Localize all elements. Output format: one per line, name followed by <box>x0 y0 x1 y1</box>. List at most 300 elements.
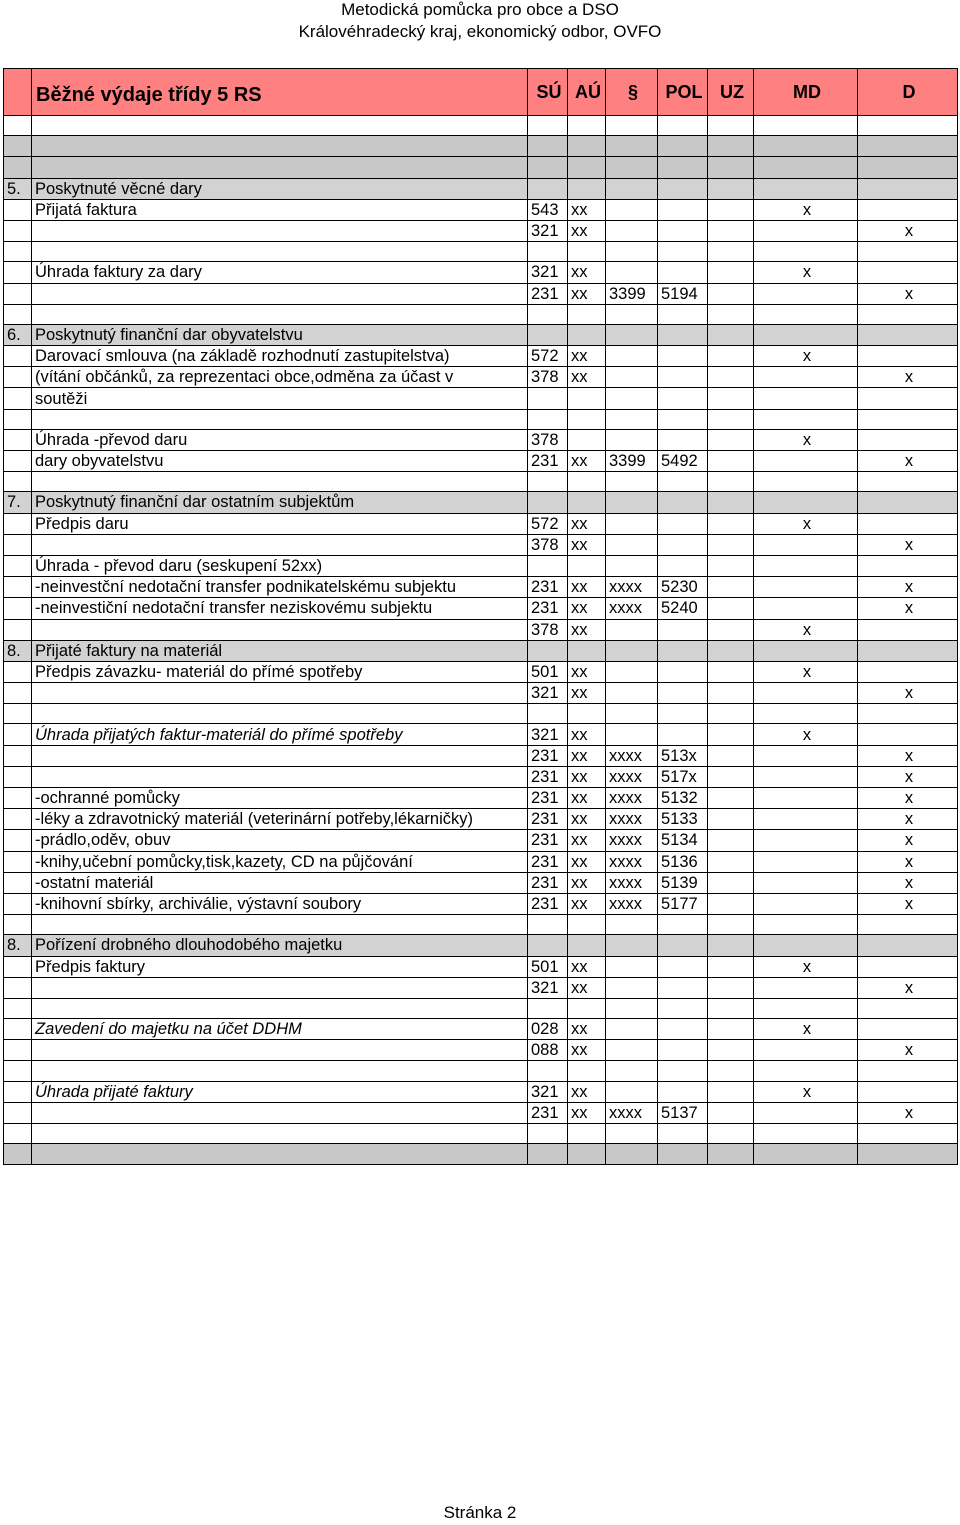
cell-au: xx <box>568 683 606 704</box>
cell-num <box>4 199 32 220</box>
cell-num <box>4 851 32 872</box>
table-row <box>4 429 958 450</box>
cell-uz <box>708 1102 754 1123</box>
cell-pol <box>658 157 708 178</box>
cell-num: 8. <box>4 935 32 956</box>
cell-uz <box>708 555 754 576</box>
col-header-d: D <box>858 69 958 116</box>
cell-pol <box>658 704 708 724</box>
cell-d <box>858 1061 958 1081</box>
cell-text <box>32 998 528 1018</box>
cell-au: xx <box>568 766 606 787</box>
cell-par: 3399 <box>606 283 658 304</box>
cell-au: xx <box>568 851 606 872</box>
table-row <box>4 977 958 998</box>
cell-par <box>606 704 658 724</box>
cell-md: x <box>754 429 858 450</box>
cell-md <box>754 977 858 998</box>
cell-par: xxxx <box>606 598 658 619</box>
cell-num: 7. <box>4 492 32 513</box>
table-row <box>4 388 958 409</box>
cell-text: Poskytnutý finanční dar obyvatelstvu <box>32 324 528 345</box>
table-row <box>4 513 958 534</box>
table-row <box>4 262 958 283</box>
cell-su: 378 <box>528 619 568 640</box>
cell-au <box>568 304 606 324</box>
cell-pol <box>658 640 708 661</box>
cell-text: (vítání občánků, za reprezentaci obce,odměna za účast v <box>32 367 528 388</box>
cell-md <box>754 830 858 851</box>
cell-par <box>606 178 658 199</box>
cell-d <box>858 998 958 1018</box>
table-row <box>4 661 958 682</box>
cell-par: xxxx <box>606 1102 658 1123</box>
table-row <box>4 555 958 576</box>
cell-au: xx <box>568 830 606 851</box>
cell-pol: 5132 <box>658 788 708 809</box>
cell-par <box>606 915 658 935</box>
cell-md: x <box>754 724 858 745</box>
cell-uz <box>708 429 754 450</box>
cell-au <box>568 640 606 661</box>
cell-su <box>528 640 568 661</box>
cell-par <box>606 956 658 977</box>
cell-num <box>4 136 32 157</box>
cell-pol <box>658 1019 708 1040</box>
cell-par <box>606 640 658 661</box>
cell-d <box>858 704 958 724</box>
cell-md <box>754 388 858 409</box>
cell-text: -prádlo,oděv, obuv <box>32 830 528 851</box>
cell-su: 321 <box>528 977 568 998</box>
table-row <box>4 451 958 472</box>
cell-text <box>32 1061 528 1081</box>
accounting-table <box>3 68 958 1165</box>
cell-uz <box>708 724 754 745</box>
cell-par <box>606 388 658 409</box>
cell-uz <box>708 304 754 324</box>
cell-par <box>606 346 658 367</box>
cell-d <box>858 157 958 178</box>
cell-au: xx <box>568 745 606 766</box>
cell-au <box>568 704 606 724</box>
cell-d <box>858 619 958 640</box>
cell-au <box>568 555 606 576</box>
cell-d: x <box>858 598 958 619</box>
cell-text: Pořízení drobného dlouhodobého majetku <box>32 935 528 956</box>
cell-uz <box>708 830 754 851</box>
cell-d: x <box>858 683 958 704</box>
table-row <box>4 283 958 304</box>
table-row <box>4 893 958 914</box>
cell-au <box>568 136 606 157</box>
cell-d: x <box>858 1102 958 1123</box>
spacer-row <box>4 704 958 724</box>
cell-d: x <box>858 830 958 851</box>
cell-su <box>528 116 568 136</box>
cell-num <box>4 304 32 324</box>
cell-num <box>4 472 32 492</box>
cell-d <box>858 935 958 956</box>
cell-pol <box>658 661 708 682</box>
cell-su: 231 <box>528 788 568 809</box>
cell-au: xx <box>568 283 606 304</box>
cell-uz <box>708 492 754 513</box>
cell-par: xxxx <box>606 766 658 787</box>
cell-md: x <box>754 661 858 682</box>
cell-par <box>606 492 658 513</box>
cell-num <box>4 956 32 977</box>
cell-text: Úhrada faktury za dary <box>32 262 528 283</box>
cell-au: xx <box>568 199 606 220</box>
cell-num <box>4 534 32 555</box>
cell-text: Zavedení do majetku na účet DDHM <box>32 1019 528 1040</box>
cell-pol <box>658 724 708 745</box>
cell-md <box>754 1061 858 1081</box>
cell-au <box>568 409 606 429</box>
cell-num <box>4 1019 32 1040</box>
cell-uz <box>708 157 754 178</box>
cell-num <box>4 1144 32 1165</box>
cell-md <box>754 704 858 724</box>
cell-uz <box>708 893 754 914</box>
cell-au: xx <box>568 220 606 241</box>
cell-au: xx <box>568 1040 606 1061</box>
cell-pol <box>658 619 708 640</box>
cell-uz <box>708 451 754 472</box>
cell-md <box>754 220 858 241</box>
cell-pol <box>658 683 708 704</box>
cell-d <box>858 304 958 324</box>
cell-text <box>32 304 528 324</box>
cell-au <box>568 429 606 450</box>
cell-pol <box>658 178 708 199</box>
cell-d <box>858 178 958 199</box>
cell-pol <box>658 429 708 450</box>
cell-uz <box>708 809 754 830</box>
cell-pol <box>658 1040 708 1061</box>
cell-num <box>4 346 32 367</box>
cell-md <box>754 472 858 492</box>
table-row <box>4 956 958 977</box>
spacer-row <box>4 915 958 935</box>
cell-au: xx <box>568 534 606 555</box>
cell-par <box>606 724 658 745</box>
cell-par: xxxx <box>606 830 658 851</box>
cell-text: -ostatní materiál <box>32 872 528 893</box>
cell-num <box>4 283 32 304</box>
cell-text <box>32 1040 528 1061</box>
cell-uz <box>708 472 754 492</box>
cell-md <box>754 178 858 199</box>
table-row <box>4 788 958 809</box>
cell-par <box>606 304 658 324</box>
col-header-su: SÚ <box>528 69 568 116</box>
band-row <box>4 136 958 157</box>
cell-d <box>858 324 958 345</box>
cell-su: 378 <box>528 429 568 450</box>
cell-par <box>606 242 658 262</box>
cell-pol <box>658 409 708 429</box>
cell-uz <box>708 577 754 598</box>
cell-pol: 5139 <box>658 872 708 893</box>
band-row <box>4 1144 958 1165</box>
cell-text <box>32 242 528 262</box>
cell-num <box>4 998 32 1018</box>
cell-su: 321 <box>528 724 568 745</box>
cell-md <box>754 809 858 830</box>
cell-d <box>858 1019 958 1040</box>
cell-md: x <box>754 199 858 220</box>
spacer-row <box>4 116 958 136</box>
cell-pol <box>658 956 708 977</box>
cell-num <box>4 598 32 619</box>
cell-au <box>568 935 606 956</box>
cell-d <box>858 409 958 429</box>
table-row <box>4 809 958 830</box>
cell-su <box>528 1144 568 1165</box>
cell-uz <box>708 1124 754 1144</box>
cell-text: -léky a zdravotnický materiál (veterinární potřeby,lékarničky) <box>32 809 528 830</box>
col-header-pol: POL <box>658 69 708 116</box>
cell-md <box>754 1144 858 1165</box>
cell-su: 321 <box>528 262 568 283</box>
cell-uz <box>708 745 754 766</box>
cell-num <box>4 451 32 472</box>
cell-par <box>606 199 658 220</box>
band-row <box>4 157 958 178</box>
cell-pol <box>658 1061 708 1081</box>
table-row <box>4 534 958 555</box>
cell-d: x <box>858 283 958 304</box>
cell-num <box>4 513 32 534</box>
cell-md <box>754 116 858 136</box>
cell-pol <box>658 242 708 262</box>
cell-md <box>754 683 858 704</box>
cell-par <box>606 977 658 998</box>
cell-pol: 5194 <box>658 283 708 304</box>
cell-md: x <box>754 1081 858 1102</box>
cell-text: Předpis závazku- materiál do přímé spotřeby <box>32 661 528 682</box>
cell-md <box>754 935 858 956</box>
cell-pol <box>658 977 708 998</box>
cell-uz <box>708 704 754 724</box>
cell-text <box>32 704 528 724</box>
cell-pol <box>658 136 708 157</box>
cell-text: Poskytnutý finanční dar ostatním subjektům <box>32 492 528 513</box>
cell-num <box>4 1102 32 1123</box>
cell-par <box>606 534 658 555</box>
cell-uz <box>708 199 754 220</box>
cell-au: xx <box>568 598 606 619</box>
cell-num <box>4 262 32 283</box>
col-header-md: MD <box>754 69 858 116</box>
cell-au <box>568 998 606 1018</box>
cell-uz <box>708 324 754 345</box>
section-row <box>4 324 958 345</box>
cell-au: xx <box>568 956 606 977</box>
cell-au: xx <box>568 724 606 745</box>
cell-d: x <box>858 577 958 598</box>
cell-pol <box>658 116 708 136</box>
cell-au <box>568 116 606 136</box>
cell-su: 231 <box>528 451 568 472</box>
cell-uz <box>708 766 754 787</box>
cell-uz <box>708 534 754 555</box>
cell-md <box>754 451 858 472</box>
cell-md: x <box>754 619 858 640</box>
cell-md <box>754 157 858 178</box>
cell-d <box>858 1081 958 1102</box>
cell-uz <box>708 513 754 534</box>
cell-au: xx <box>568 619 606 640</box>
cell-par <box>606 683 658 704</box>
cell-text <box>32 977 528 998</box>
table-row <box>4 830 958 851</box>
table-row <box>4 724 958 745</box>
cell-md <box>754 367 858 388</box>
cell-text <box>32 619 528 640</box>
cell-md <box>754 598 858 619</box>
spacer-row <box>4 1061 958 1081</box>
cell-text: Úhrada přijatých faktur-materiál do přímé spotřeby <box>32 724 528 745</box>
table-row <box>4 577 958 598</box>
cell-text: Úhrada -převod daru <box>32 429 528 450</box>
cell-au <box>568 157 606 178</box>
cell-pol <box>658 367 708 388</box>
cell-uz <box>708 998 754 1018</box>
cell-au: xx <box>568 1102 606 1123</box>
cell-par: xxxx <box>606 872 658 893</box>
cell-par: xxxx <box>606 788 658 809</box>
cell-su: 231 <box>528 745 568 766</box>
cell-d <box>858 199 958 220</box>
cell-md <box>754 555 858 576</box>
spacer-row <box>4 409 958 429</box>
cell-md: x <box>754 1019 858 1040</box>
cell-su: 231 <box>528 872 568 893</box>
table-row <box>4 199 958 220</box>
cell-uz <box>708 935 754 956</box>
cell-au: xx <box>568 788 606 809</box>
cell-num <box>4 977 32 998</box>
cell-d <box>858 472 958 492</box>
cell-d <box>858 1144 958 1165</box>
cell-d: x <box>858 451 958 472</box>
cell-pol: 513x <box>658 745 708 766</box>
cell-par <box>606 429 658 450</box>
cell-pol <box>658 1144 708 1165</box>
cell-text: -neinvestiční nedotační transfer neziskovému subjektu <box>32 598 528 619</box>
cell-par <box>606 1061 658 1081</box>
cell-text: Poskytnuté věcné dary <box>32 178 528 199</box>
cell-md: x <box>754 346 858 367</box>
cell-d: x <box>858 220 958 241</box>
cell-uz <box>708 872 754 893</box>
cell-pol <box>658 262 708 283</box>
cell-md <box>754 534 858 555</box>
cell-d: x <box>858 893 958 914</box>
cell-pol <box>658 472 708 492</box>
cell-au <box>568 388 606 409</box>
cell-text: soutěži <box>32 388 528 409</box>
cell-md <box>754 1102 858 1123</box>
cell-par <box>606 136 658 157</box>
cell-uz <box>708 598 754 619</box>
cell-md <box>754 324 858 345</box>
cell-num <box>4 893 32 914</box>
cell-su <box>528 998 568 1018</box>
cell-d <box>858 513 958 534</box>
cell-uz <box>708 619 754 640</box>
cell-pol <box>658 388 708 409</box>
cell-uz <box>708 915 754 935</box>
cell-text: -neinvestční nedotační transfer podnikatelskému subjektu <box>32 577 528 598</box>
cell-au <box>568 472 606 492</box>
cell-par <box>606 998 658 1018</box>
cell-su: 231 <box>528 809 568 830</box>
cell-num <box>4 429 32 450</box>
cell-num <box>4 661 32 682</box>
cell-num <box>4 745 32 766</box>
col-header-uz: UZ <box>708 69 754 116</box>
cell-d <box>858 956 958 977</box>
cell-par <box>606 513 658 534</box>
table-row <box>4 683 958 704</box>
cell-pol: 5136 <box>658 851 708 872</box>
cell-num <box>4 367 32 388</box>
cell-md: x <box>754 956 858 977</box>
cell-text <box>32 220 528 241</box>
cell-num <box>4 1124 32 1144</box>
cell-su <box>528 157 568 178</box>
cell-md <box>754 998 858 1018</box>
cell-par <box>606 1124 658 1144</box>
cell-pol: 5230 <box>658 577 708 598</box>
cell-su: 321 <box>528 1081 568 1102</box>
header-line-2: Královéhradecký kraj, ekonomický odbor, OVFO <box>298 22 662 41</box>
cell-d <box>858 492 958 513</box>
cell-num <box>4 830 32 851</box>
cell-uz <box>708 346 754 367</box>
cell-par <box>606 472 658 492</box>
cell-par <box>606 367 658 388</box>
page-number: Stránka 2 <box>443 1503 517 1522</box>
cell-d <box>858 915 958 935</box>
table-row <box>4 1081 958 1102</box>
cell-d: x <box>858 977 958 998</box>
cell-su: 231 <box>528 1102 568 1123</box>
cell-num <box>4 704 32 724</box>
cell-num <box>4 724 32 745</box>
cell-d: x <box>858 788 958 809</box>
cell-au: xx <box>568 513 606 534</box>
cell-uz <box>708 178 754 199</box>
cell-su <box>528 1124 568 1144</box>
cell-su: 501 <box>528 661 568 682</box>
cell-uz <box>708 1040 754 1061</box>
cell-au: xx <box>568 451 606 472</box>
cell-au <box>568 1144 606 1165</box>
spacer-row <box>4 998 958 1018</box>
table-row <box>4 346 958 367</box>
cell-su <box>528 555 568 576</box>
cell-au: xx <box>568 977 606 998</box>
cell-su: 321 <box>528 220 568 241</box>
cell-au: xx <box>568 872 606 893</box>
cell-par: xxxx <box>606 745 658 766</box>
cell-uz <box>708 388 754 409</box>
